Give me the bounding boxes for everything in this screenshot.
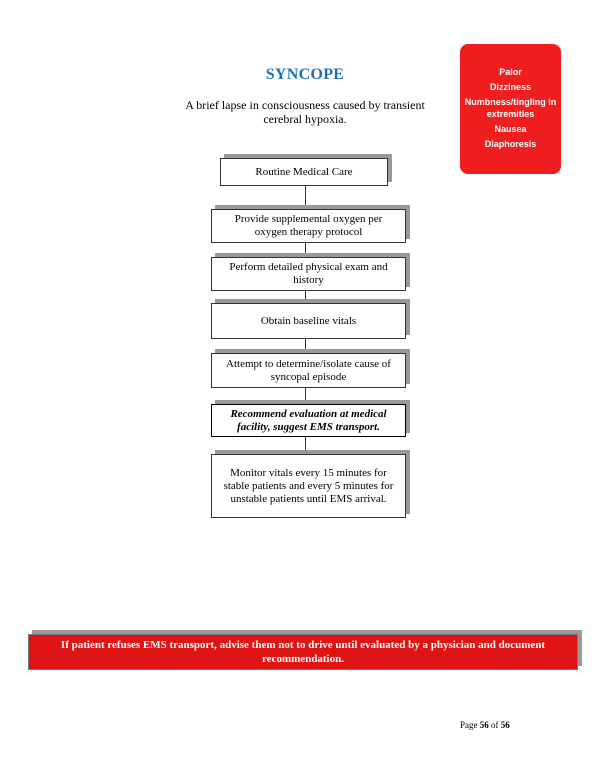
symptom-item: Dizziness xyxy=(489,82,531,92)
symptom-item: Numbness/tingling in extremities xyxy=(464,97,557,119)
flow-step-routine-care: Routine Medical Care xyxy=(220,158,388,186)
flow-connector xyxy=(305,339,306,353)
flow-step-oxygen: Provide supplemental oxygen per oxygen therapy protocol xyxy=(211,209,406,243)
flow-step-recommend-transport: Recommend evaluation at medical facility, suggest EMS transport. xyxy=(211,404,406,437)
symptom-item: Nausea xyxy=(494,124,527,134)
page-of: of xyxy=(491,720,499,730)
flow-connector xyxy=(305,388,306,404)
page-subtitle: A brief lapse in consciousness caused by transient cerebral hypoxia. xyxy=(185,98,425,126)
page-title: SYNCOPE xyxy=(265,66,345,83)
symptoms-box xyxy=(460,44,561,174)
flow-step-baseline-vitals: Obtain baseline vitals xyxy=(211,303,406,339)
flow-connector xyxy=(305,291,306,303)
page-current: 56 xyxy=(479,720,489,730)
flow-connector xyxy=(305,243,306,257)
flow-step-physical-exam: Perform detailed physical exam and history xyxy=(211,257,406,291)
flow-connector xyxy=(305,186,306,209)
symptom-item: Palor xyxy=(499,67,522,77)
page-number xyxy=(460,720,540,730)
flow-step-determine-cause: Attempt to determine/isolate cause of syncopal episode xyxy=(211,353,406,388)
flow-connector xyxy=(305,437,306,454)
page-total: 56 xyxy=(500,720,510,730)
flow-step-monitor-vitals: Monitor vitals every 15 minutes for stable patients and every 5 minutes for unstable patients until EMS arrival. xyxy=(211,454,406,518)
symptom-item: Diaphoresis xyxy=(484,139,537,149)
page-prefix: Page xyxy=(460,720,478,730)
refusal-banner: If patient refuses EMS transport, advise them not to drive until evaluated by a physician and document recommendation. xyxy=(28,634,578,670)
